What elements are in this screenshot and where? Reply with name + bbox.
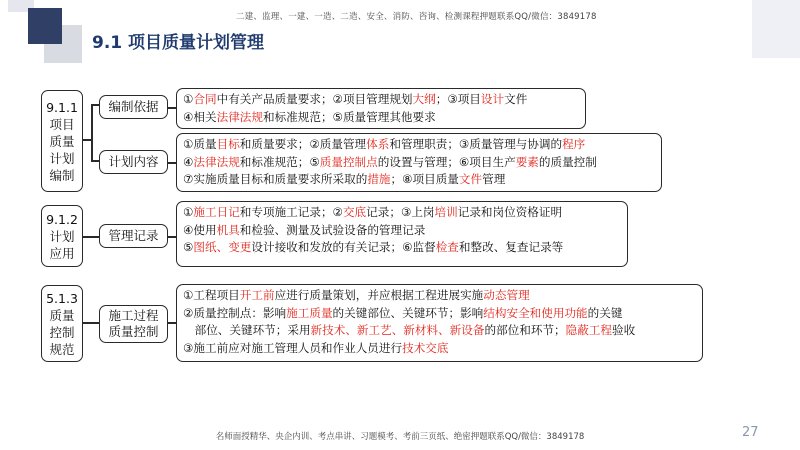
highlight-text: 开工前 [239, 288, 275, 302]
footer-note: 名师面授精华、央企内训、考点串讲、习题模考、考前三页纸、绝密押题联系QQ/微信：3849178 [215, 432, 585, 442]
content-text: 的质量控制 [538, 154, 597, 169]
highlight-text: 大纲 [412, 92, 436, 106]
highlight-text: 图纸、变更 [193, 240, 252, 254]
content-text: 设计接收和发放的有关记录；⑥监督 [251, 240, 436, 254]
content-line [183, 239, 621, 257]
highlight-text: 合同 [193, 92, 217, 106]
content-text: 中有关产品质量要求；②项目管理规划 [216, 92, 413, 106]
content-text: 验收 [612, 323, 636, 337]
content-text: ④ [183, 154, 194, 169]
highlight-text: 技术交底 [402, 340, 449, 355]
content-box-plan-content [176, 133, 662, 192]
page-number: 27 [742, 425, 759, 440]
content-text: ③施工前应对施工管理人员和作业人员进行 [183, 340, 403, 355]
section-label-text: 5.1.3 质量 控制 规范 [46, 290, 78, 357]
content-line [183, 204, 621, 222]
content-text: ；③项目 [435, 92, 481, 106]
content-line [183, 154, 655, 172]
section-label-text: 9.1.1 项目 质量 计划 编制 [46, 99, 78, 183]
sub-label-management-records: 管理记录 [99, 224, 168, 248]
content-text: 记录；③上岗 [366, 205, 435, 219]
content-line [183, 222, 621, 240]
highlight-text: 隐蔽工程 [565, 323, 613, 337]
content-text: ①质量 [183, 137, 217, 151]
content-text: ⑦实施质量目标和质量要求所采取的 [183, 172, 368, 186]
highlight-text: 体系 [366, 137, 390, 151]
highlight-text: 法律法规 [216, 109, 263, 124]
highlight-text: 措施 [367, 172, 391, 186]
content-line [183, 322, 696, 340]
content-text: ；⑧项目质量 [390, 172, 459, 186]
highlight-text: 交底 [342, 205, 367, 219]
highlight-text: 新技术、新工艺、新材料、新设备 [310, 323, 485, 337]
highlight-text: 施工质量 [286, 305, 333, 320]
content-text: 的部位和环节； [484, 323, 566, 337]
content-text: ④使用 [183, 222, 217, 237]
highlight-text: 培训 [434, 205, 458, 219]
highlight-text: 设计 [480, 92, 505, 106]
content-line [183, 171, 655, 189]
content-line [183, 136, 655, 154]
content-text: 的关键 [587, 305, 623, 320]
content-text: 和检验、测量及试验设备的管理记录 [239, 222, 426, 237]
highlight-text: 程序 [562, 137, 586, 151]
decorative-square-dark [28, 8, 62, 44]
content-text: 部位、关键环节；采用 [183, 323, 311, 337]
content-line [183, 305, 696, 323]
content-text: ①工程项目 [183, 288, 240, 302]
content-box-process-quality-control [176, 284, 703, 362]
content-box-management-records [176, 201, 628, 267]
content-text: 的设置与管理；⑥项目生产 [377, 154, 516, 169]
highlight-text: 目标 [216, 137, 240, 151]
highlight-text: 文件 [458, 172, 483, 186]
section-label-9-1-1 [41, 90, 83, 192]
header-note: 二建、监理、一建、一造、二造、安全、消防、咨询、检测课程押题联系QQ/微信：3849178 [236, 12, 597, 22]
page-title: 9.1 项目质量计划管理 [92, 33, 265, 53]
highlight-text: 质量控制点 [319, 154, 378, 169]
highlight-text: 法律法规 [193, 154, 240, 169]
section-label-text: 9.1.2 计划 应用 [46, 211, 78, 261]
highlight-text: 检查 [435, 240, 459, 254]
content-text: 和质量要求；②质量管理 [239, 137, 367, 151]
content-text: ②质量控制点：影响 [183, 305, 287, 320]
sub-label-basis: 编制依据 [99, 95, 168, 119]
content-text: ① [183, 205, 194, 219]
content-text: 记录和岗位资格证明 [457, 205, 563, 219]
sub-label-plan-content: 计划内容 [99, 150, 168, 174]
highlight-text: 要素 [515, 154, 539, 169]
content-line [183, 340, 696, 358]
highlight-text: 动态管理 [483, 288, 530, 302]
content-text: ① [183, 92, 194, 106]
content-line [183, 91, 579, 109]
highlight-text: 施工日记 [193, 205, 240, 219]
highlight-text: 机具 [216, 222, 240, 237]
content-text: 应进行质量策划，并应根据工程进展实施 [274, 288, 484, 302]
content-line [183, 109, 579, 127]
content-line [183, 287, 696, 305]
content-text: 的关键部位、关键环节；影响 [332, 305, 484, 320]
content-text: ⑤ [183, 240, 194, 254]
highlight-text: 结构安全和使用功能 [483, 305, 588, 320]
section-label-9-1-2 [41, 205, 83, 267]
content-text: 和整改、复查记录等 [458, 240, 564, 254]
decorative-corner-pattern [752, 0, 800, 58]
content-text: 和标准规范；⑤ [239, 154, 320, 169]
section-label-5-1-3 [41, 285, 83, 362]
content-text: 管理 [482, 172, 506, 186]
content-text: 和标准规范；⑤质量管理其他要求 [262, 109, 436, 124]
content-text: 和专项施工记录；② [239, 205, 343, 219]
content-box-basis [176, 88, 586, 129]
content-text: 文件 [504, 92, 528, 106]
content-text: 和管理职责；③质量管理与协调的 [389, 137, 563, 151]
content-text: ④相关 [183, 109, 217, 124]
sub-label-process-quality-control: 施工过程 质量控制 [99, 305, 168, 343]
